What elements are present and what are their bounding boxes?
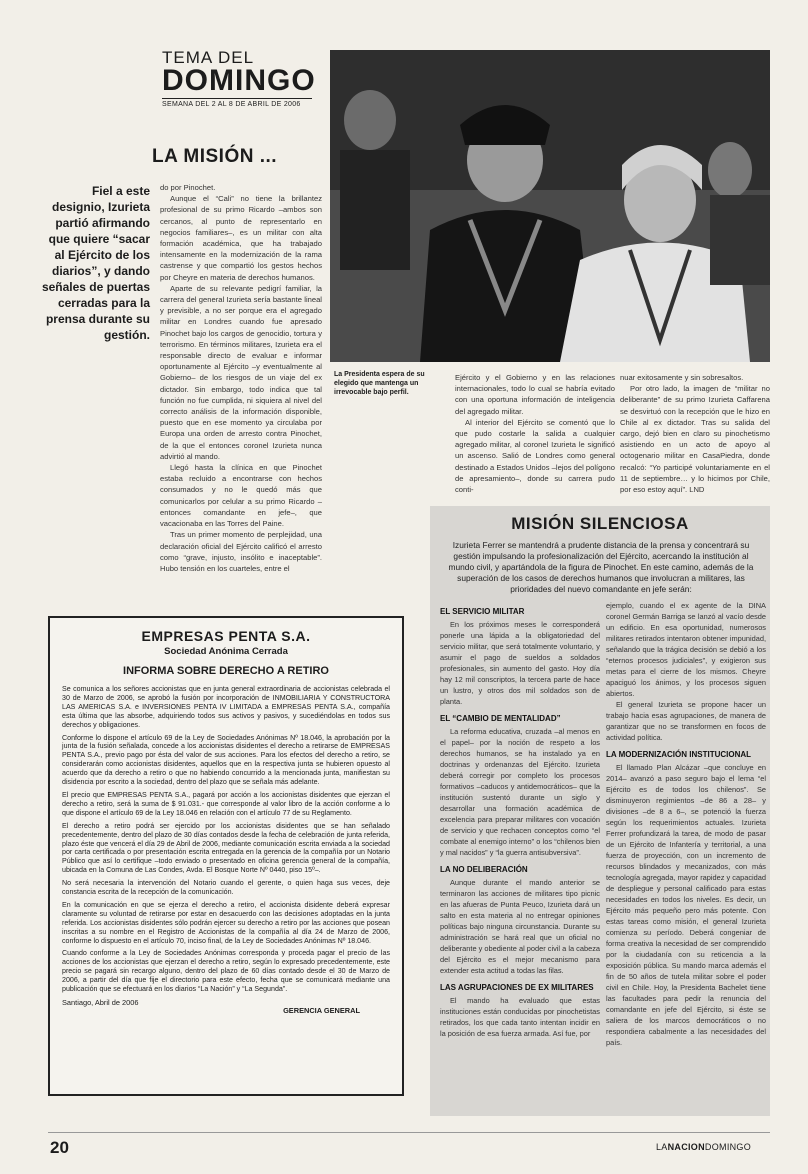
notice-paragraph: No será necesaria la intervención del Notario cuando el gerente, o quien haga sus veces, deje constancia escrita de la recepción de la comunicación. bbox=[62, 879, 390, 897]
brand-part-b: NACION bbox=[667, 1142, 705, 1152]
notice-place-date: Santiago, Abril de 2006 bbox=[62, 998, 139, 1007]
notice-paragraph: Conforme lo dispone el artículo 69 de la Ley de Sociedades Anónimas Nº 18.046, la aprobación por la junta de la fusión señalada, concede a los accionistas disidentes el derecho a retirarse de EMPRESAS PENTA S.A., previo pago por ésta del valor de sus acciones. Para los efectos del derecho a retiro, se considerarán como accionistas disidentes, aquellos que en la respectiva junta se hubieren opuesto al acuerdo que da derecho a retiro o que no habiendo concurrido a la mencionada junta, manifiestan su disidencia por escrito a la sociedad, dentro del plazo que se señala más adelante. bbox=[62, 733, 390, 787]
article-column-2 bbox=[455, 372, 616, 495]
section-heading: LAS AGRUPACIONES DE EX MILITARES bbox=[440, 983, 594, 992]
article-column-3 bbox=[620, 372, 770, 495]
footer-divider bbox=[48, 1132, 770, 1133]
notice-paragraph: Se comunica a los señores accionistas que en junta general extraordinaria de accionistas celebrada el 30 de Marzo de 2006, se aprobó la fusión por incorporación de INMOBILIARIA Y CONSTRUCTORA LAS AMERICAS S.A. e INVERSIONES PENTA IV LIMITADA a EMPRESAS PENTA S.A., compañía esta última que las absorbe, adquiriendo todos sus activos y pasivos, y sucediéndolas en todos sus derechos y obligaciones. bbox=[62, 685, 390, 729]
notice-paragraph: El derecho a retiro podrá ser ejercido por los accionistas disidentes que se han señalado precedentemente, dentro del plazo de 30 días contados desde la fecha de celebración de junta referida, plazo éste que vencerá el día 29 de Abril de 2006, mediante comunicación escrita enviada a la sociedad por carta certificada o por presentación escrita entregada en la gerencia de la compañía por un Notario Público que así lo certifique –todo enviado o presentado en oficina gerencia general de la compañía, ubicada en la Comuna de Las Condes, Avda. El Bosque Norte Nº 0440, piso 15º–. bbox=[62, 821, 390, 875]
legal-notice bbox=[48, 616, 404, 1096]
masthead-title: DOMINGO bbox=[162, 64, 316, 97]
paragraph: La reforma educativa, cruzada –al menos en el papel– por la noción de respeto a los derechos humanos, se ha instalado ya en doctrinas y ordenanzas del Ejército. Izurieta deberá corregir por completo los procesos formativos –caducos y antidemocráticos– que la institución sustentó durante un siglo y desarrollar una formación académica de excelencia para preparar militares con vocación de servicio y que rechacen conceptos como “el combate al enemigo interno” o los “chilenos bien y mal nacidos” y “la guerra antisubversiva”. bbox=[440, 727, 600, 857]
article-headline: LA MISIÓN ... bbox=[152, 146, 278, 167]
section-heading: LA NO DELIBERACIÓN bbox=[440, 865, 528, 874]
article-photo bbox=[330, 50, 770, 362]
article-column-1 bbox=[160, 182, 322, 606]
brand-footer bbox=[656, 1142, 751, 1152]
paragraph: ejemplo, cuando el ex agente de la DINA coronel Germán Barriga se lanzó al vacío desde un edificio. En esa oportunidad, numerosos militares retirados intentaron obtener impunidad, señalando que la trágica decisión se debió a los “eternos procesos judiciales”, y exigieron sus metas para el cierre de los mismos. Cheyre apaciguó los ánimos, y los procesos siguen abiertos. bbox=[606, 601, 766, 698]
section-heading: LA MODERNIZACIÓN INSTITUCIONAL bbox=[606, 750, 752, 759]
page-number: 20 bbox=[50, 1138, 69, 1157]
paragraph: Al interior del Ejército se comentó que lo que pudo costarle la salida a cualquier agregado militar, al coronel Izurieta le significó un ascenso. Salió de Londres como general destinado a Estados Unidos –lejos del polígono de apresamiento–, donde su carrera pudo conti- bbox=[455, 417, 616, 495]
brand-part-a: LA bbox=[656, 1142, 668, 1152]
notice-paragraph: En la comunicación en que se ejerza el derecho a retiro, el accionista disidente deberá expresar claramente su voluntad de retirarse por estar en desacuerdo con las decisiones adoptadas en la junta referida. Los accionistas disidentes sólo podrán ejercer su derecho a retiro por las acciones que posean inscritas a su nombre en el Registro de Accionistas de la compañía al día 24 de Marzo de 2006, conforme lo dispuesto en el artículo 70, inciso final, de la Ley de Sociedades Anónimas Nº 18.046. bbox=[62, 900, 390, 945]
pull-quote: Fiel a este designio, Izurieta partió afirmando que quiere “sacar al Ejército de los diarios”, y dando señales de puertas cerradas para la prensa durante su gestión. bbox=[41, 184, 150, 342]
brand-part-c: DOMINGO bbox=[704, 1142, 752, 1152]
paragraph: Llegó hasta la clínica en que Pinochet estaba recluido a encontrarse con hechos consumados y no le quedó más que comunicarlos por celular a su primo Ricardo –entonces comandante en jefe–, que vacacionaba en las Torres del Paine. bbox=[160, 463, 322, 529]
paragraph: En los próximos meses le corresponderá ponerle una lápida a la obligatoriedad del servicio militar, que será totalmente voluntario, y asumir el pago de sueldos a soldados profesionales, sin aumento del gasto. Hoy día hay 12 mil conscriptos, la tercera parte de hace un lustro, y otros dos mil soldados son de planta. bbox=[440, 620, 600, 706]
paragraph: nuar exitosamente y sin sobresaltos. bbox=[620, 373, 744, 382]
sidebar-intro: Izurieta Ferrer se mantendrá a prudente distancia de la prensa y concentrará su gestión impulsando la profesionalización del Ejército, acercando la institución al mundo civil, y apartándola de la figura de Pinochet. En este camino, además de la superación de los casos de derechos humanos que involucran a militares, las prioridades del nuevo comandante en jefe serán: bbox=[448, 540, 754, 594]
photo-illustration bbox=[330, 50, 770, 362]
paragraph: Ejército y el Gobierno y en las relaciones internacionales, todo lo cual se habría evitado con una oportuna información de inteligencia del agregado militar. bbox=[455, 373, 615, 416]
paragraph: El mando ha evaluado que estas instituciones están conducidas por pinochetistas retirados, los que cada tanto intentan incidir en la posición de esa fuerza armada. Así fue, por bbox=[440, 996, 600, 1038]
notice-signature: GERENCIA GENERAL bbox=[283, 1006, 360, 1015]
notice-company: EMPRESAS PENTA S.A. bbox=[141, 628, 311, 644]
paragraph: Aunque el “Cali” no tiene la brillantez profesional de su primo Ricardo –ambos son cercanos, al punto de representarlo en negocios familiares–, es un militar con alta formación académica, que ha trabajado intensamente en la modernización de la rama castrense y que compartió los gestos hechos por Cheyre en materia de derechos humanos. bbox=[160, 194, 322, 282]
paragraph: do por Pinochet. bbox=[160, 183, 216, 192]
paragraph: Por otro lado, la imagen de “militar no deliberante” de su primo Izurieta Caffarena se desvirtuó con la recepción que le hizo en Chile al ex dictador. Tras su salida del cargo, dejó bien en claro su pinochetismo asistiendo en un acto de apoyo al octogenario militar en CasaPiedra, donde recalcó: “Yo participé voluntariamente en el 11 de septiembre… y lo hicimos por Chile, por eso estoy aquí”. LND bbox=[620, 384, 770, 495]
paragraph: Aparte de su relevante pedigrí familiar, la carrera del general Izurieta sería bastante lineal y previsible, a no ser porque era el agregado militar en Londres cuando fue apresado Pinochet bajo los cargos de genocidio, tortura y terrorismo. En términos militares, Izurieta era el responsable directo de evaluar e informar oportunamente al Ejército –y eventualmente al Gobierno– de los riesgos de un viaje del ex dictador. Sin embargo, todo indica que tal función no fue cumplida, ni siquiera al nivel del correcto análisis de la información disponible, puesto que en ese momento ya circulaba por Europa una orden de arresto contra Pinochet, de la que el entonces coronel Izurieta nunca advirtió al mando. bbox=[160, 283, 322, 461]
sidebar-headline: MISIÓN SILENCIOSA bbox=[511, 514, 689, 533]
section-heading: EL “CAMBIO DE MENTALIDAD” bbox=[440, 714, 561, 723]
photo-caption: La Presidenta espera de su elegido que mantenga un irrevocable bajo perfil. bbox=[334, 371, 425, 396]
paragraph: El general Izurieta se propone hacer un trabajo hacia esas agrupaciones, de manera de garantizar que no se transformen en focos de actividad política. bbox=[606, 700, 766, 742]
masthead bbox=[162, 50, 322, 108]
paragraph: El llamado Plan Alcázar –que concluye en 2014– avanzó a paso seguro bajo el lema “el Ejército es de todos los chilenos”. Se disminuyeron regimientos –de 86 a 28– y divisiones –de 8 a 6–, se potenció la fuerza según los requerimientos actuales. Izurieta Ferrer profundizará la tarea, de modo de pasar de un Ejército de Infantería y territorial, a una fuerza de proyección, con un incremento de recursos blindados y mecanizados, con más tecnología agregada, mayor rapidez y capacidad de despliegue y personal calificado para estas necesidades en todos los niveles. Es decir, un Ejército más pequeño pero más potente. Con estas tareas como misión, el general Izurieta comienza su período. Deberá congeniar de forma creativa la necesidad de ser comprendido por la ciudadanía con su reticencia a la exposición pública. Su mando marca además el fin de 50 años de tutela militar sobre el poder civil en Chile. Hoy, la Presidenta Bachelet tiene las facultades para pedir la renuncia del comandante en jefe del Ejército, si éste se saliera de los marcos democráticos o no respondiera cabalmente a las necesidades del país. bbox=[606, 763, 766, 1047]
sidebar-column-left bbox=[440, 600, 600, 1100]
paragraph: Tras un primer momento de perplejidad, una declaración oficial del Ejército calificó el arresto como “grave, injusto, insólito e inaceptable”. Hubo tensión en los cuarteles, entre el bbox=[160, 530, 322, 573]
notice-subtitle: Sociedad Anónima Cerrada bbox=[164, 646, 288, 657]
notice-footer bbox=[62, 998, 390, 1015]
masthead-section: TEMA DEL bbox=[162, 48, 255, 67]
notice-paragraph: Cuando conforme a la Ley de Sociedades Anónimas corresponda y proceda pagar el precio de las acciones de los accionistas que ejerzan el derecho a retiro, según lo expresado precedentemente, este precio se pagará sin recargo alguno, dentro del plazo de 60 días contado desde el 30 de Marzo de 2006, a partir del día que fije el directorio para este efecto, fecha que se comunicará mediante una publicación que se efectuará en los diarios “La Nación” y “La Segunda”. bbox=[62, 949, 390, 994]
paragraph: Aunque durante el mando anterior se terminaron las acciones de militares tipo picnic en las afueras de Punta Peuco, Izurieta dará un salto en esta materia al no entregar opiniones políticas bajo ninguna circunstancia. Durante su administración se hará real que un oficial no deliberante y obediente al poder civil a la cabeza del Ejército es el mejor mecanismo para extender esta actitud a todas las filas. bbox=[440, 878, 600, 975]
sidebar-column-right bbox=[606, 600, 766, 1100]
notice-paragraph: El precio que EMPRESAS PENTA S.A., pagará por acción a los accionistas disidentes que ejerzan el derecho a retiro, será la suma de $ 91.031.- que corresponde al valor libro de la acción conforme a lo que dispone el artículo 69 de la Ley 18.046 en relación con el artículo 77 de su Reglamento. bbox=[62, 790, 390, 817]
section-heading: EL SERVICIO MILITAR bbox=[440, 607, 525, 616]
notice-title: INFORMA SOBRE DERECHO A RETIRO bbox=[123, 665, 329, 677]
masthead-date: SEMANA DEL 2 AL 8 DE ABRIL DE 2006 bbox=[162, 98, 312, 108]
